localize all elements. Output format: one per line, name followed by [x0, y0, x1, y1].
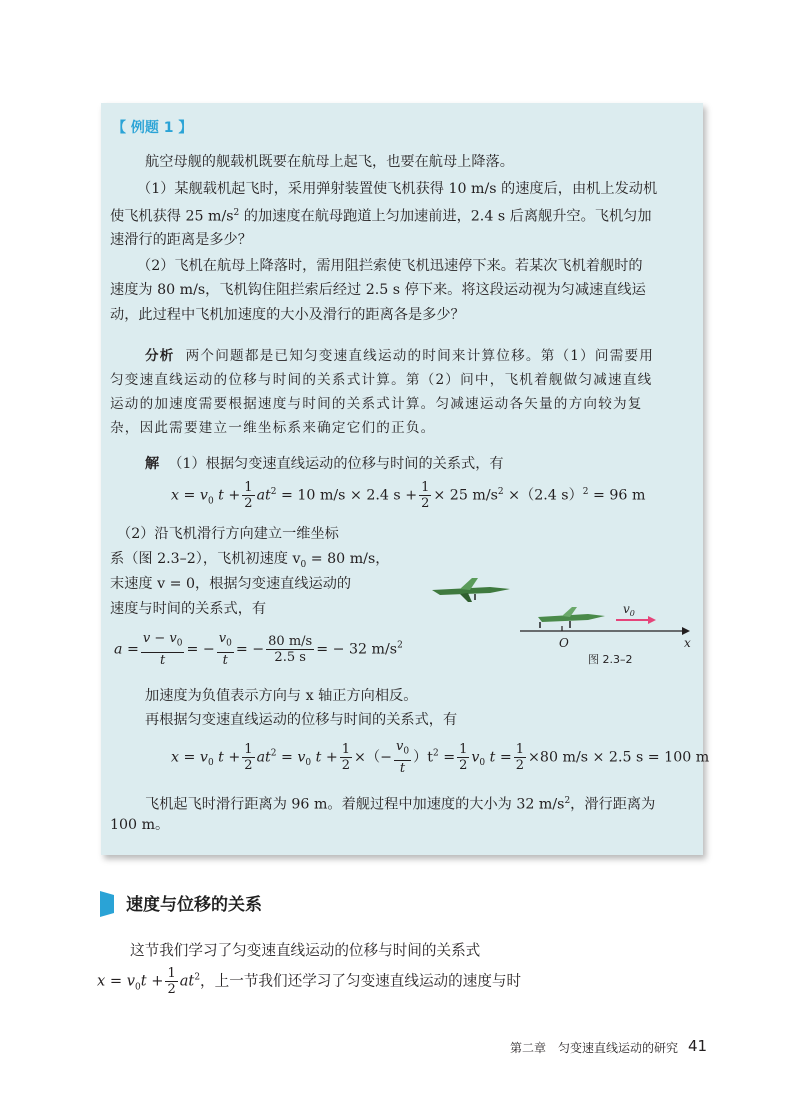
q1-line3: 速滑行的距离是多少？: [110, 232, 252, 248]
q2-line2: 速度为 80 m/s，飞机钩住阻拦索后经过 2.5 s 停下来。将这段运动视为匀减速直线运: [110, 282, 646, 298]
equation-1: $x = v_0$ t + $\frac{1}{2}$ $at^2 = 10$ m/s × 2.4 s + $\frac{1}{2}$ × 25 $m/s^2 \times(2.4$ s）$^2$ = 96 m: [171, 480, 646, 511]
velocity-arrow: [616, 616, 656, 624]
conclusion-line1: 飞机起飞时滑行距离为 96 m。着舰过程中加速度的大小为 32 $m/s^2$，滑行距离为: [145, 796, 656, 813]
figure-2-3-2: [420, 570, 700, 680]
s2-line2: 系（图 2.3–2），飞机初速度 $v_0 = 80$ m/s，: [110, 551, 390, 570]
solution-label: 解: [145, 456, 160, 472]
plane-airborne-icon: [432, 578, 510, 602]
section-line1: 这节我们学习了匀变速直线运动的位移与时间的关系式: [130, 942, 481, 959]
origin-label: O: [559, 636, 569, 650]
s2-note2: 再根据匀变速直线运动的位移与时间的关系式，有: [145, 712, 458, 728]
page-number: 41: [688, 1037, 708, 1055]
analysis-line4: 杂，因此需要建立一维坐标系来确定它们的正负。: [110, 420, 436, 436]
analysis-line2: 匀变速直线运动的位移与时间的关系式计算。第（2）问中，飞机着舰做匀减速直线: [110, 372, 653, 388]
section-title: 速度与位移的关系: [126, 895, 262, 915]
solution-line1: 解 （1）根据匀变速直线运动的位移与时间的关系式，有: [145, 456, 504, 472]
example-tag: 【 例题 1 】: [112, 120, 193, 136]
section-marker-icon: [96, 891, 118, 917]
s2-note1: 加速度为负值表示方向与 x 轴正方向相反。: [145, 688, 418, 704]
example-intro: 航空母舰的舰载机既要在航母上起飞，也要在航母上降落。: [145, 154, 514, 170]
section-line2: $x = v_0t$ + $\frac{1}{2}$ $at^2$，上一节我们还学习了匀变速直线运动的速度与时: [97, 966, 522, 997]
q1-line1: （1）某舰载机起飞时，采用弹射装置使飞机获得 10 m/s 的速度后，由机上发动机: [137, 181, 658, 197]
conclusion-line2: 100 m。: [110, 817, 170, 833]
s2-line3: 末速度 v = 0，根据匀变速直线运动的: [110, 576, 352, 592]
equation-3: $x = v_0$ t + $\frac{1}{2}$ $at^2 = v_0$ t + $\frac{1}{2}$ ×（− $\frac{v_0}{t}$ ）$t^2$ = $\frac{1}{2}$ $v_0$ t = $\frac{1}{2}$ ×80 m/s × 2.5 s = 100 m: [171, 739, 710, 776]
v0-label: $v_0$: [623, 602, 635, 618]
equation-2: a = $\frac{v - v_0}{t}$ = − $\frac{v_0}{t}$ = − $\frac{80 m/s}{2.5 s}$ = − 32 $m/s^2$: [114, 631, 403, 668]
s2-line4: 速度与时间的关系式，有: [110, 601, 267, 617]
s2-line1: （2）沿飞机滑行方向建立一维坐标: [117, 526, 339, 542]
figure-caption: 图 2.3–2: [588, 653, 633, 666]
footer-chapter: 第二章 匀变速直线运动的研究: [510, 1041, 679, 1055]
analysis-label: 分析: [145, 348, 175, 364]
analysis-line3: 运动的加速度需要根据速度与时间的关系式计算。匀减速运动各矢量的方向较为复: [110, 396, 643, 412]
q1-line2: 使飞机获得 25 $m/s^2$ 的加速度在航母跑道上匀加速前进，2.4 s 后离舰升空。飞机匀加: [110, 208, 652, 225]
q2-line3: 动，此过程中飞机加速度的大小及滑行的距离各是多少？: [110, 307, 465, 323]
plane-landing-icon: [538, 607, 605, 628]
q2-line1: （2）飞机在航母上降落时，需用阻拦索使飞机迅速停下来。若某次飞机着舰时的: [137, 258, 643, 274]
axis-label: x: [684, 636, 691, 650]
analysis-line1: 分析 两个问题都是已知匀变速直线运动的时间来计算位移。第（1）问需要用: [145, 348, 655, 364]
